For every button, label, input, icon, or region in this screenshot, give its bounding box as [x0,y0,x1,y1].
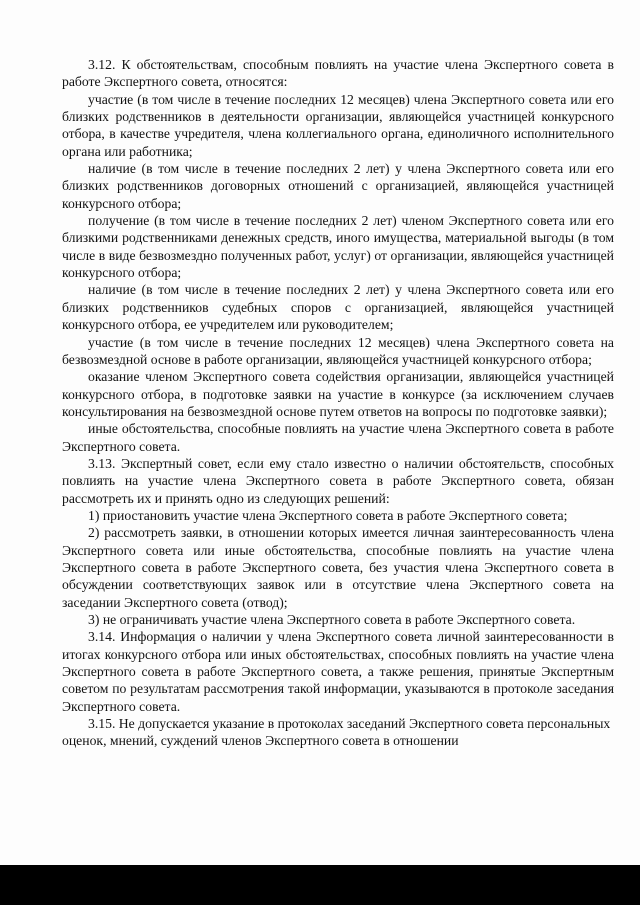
list-item-assistance: оказание членом Экспертного совета содействия организации, являющейся участницей конкурсного отбора, в подготовке заявки на участие в конкурсе (за исключением случаев консультирования на безвозмездной основе путем ответов на вопросы по подготовке заявки); [62,369,614,419]
paragraph-3-12: 3.12. К обстоятельствам, способным повлиять на участие члена Экспертного совета в работе Экспертного совета, относятся: [62,57,614,90]
list-item-funds: получение (в том числе в течение последних 2 лет) членом Экспертного совета или его близкими родственниками денежных средств, иного имущества, материальной выгоды (в том числе в виде безвозмездно полученных работ, услуг) от организации, являющейся участницей конкурсного отбора; [62,213,614,281]
list-item-contracts: наличие (в том числе в течение последних 2 лет) у члена Экспертного совета или его близких родственников договорных отношений с организацией, являющейся участницей конкурсного отбора; [62,161,614,211]
decision-1: 1) приостановить участие члена Экспертного совета в работе Экспертного совета; [88,507,568,523]
list-item-other: иные обстоятельства, способные повлиять на участие члена Экспертного совета в работе Экспертного совета. [62,421,614,454]
paragraph-3-14: 3.14. Информация о наличии у члена Экспертного совета личной заинтересованности в итогах конкурсного отбора или иных обстоятельствах, способных повлиять на участие члена Экспертного совета в работе Экспертного совета, а также решения, принятые Экспертным советом по результатам рассмотрения такой информации, указываются в протоколе заседания Экспертного совета. [62,629,614,714]
paragraph-3-13: 3.13. Экспертный совет, если ему стало известно о наличии обстоятельств, способных повлиять на участие члена Экспертного совета в работе Экспертного совета, обязан рассмотреть их и принять одно из следующих решений: [62,455,614,506]
list-item-lawsuits: наличие (в том числе в течение последних 2 лет) у члена Экспертного совета или его близких родственников судебных споров с организацией, являющейся участницей конкурсного отбора, ее учредителем или руководителем; [62,282,614,333]
decision-2: 2) рассмотреть заявки, в отношении которых имеется личная заинтересованность члена Экспертного совета или иные обстоятельства, способные повлиять на участие члена Экспертного совета в работе Экспертного совета, без участия члена Экспертного совета в обсуждении соответствующих заявок или в отсутствие члена Экспертного совета на заседании Экспертного совета (отвод); [62,525,614,610]
decision-3: 3) не ограничивать участие члена Экспертного совета в работе Экспертного совета. [88,612,576,627]
document-body [62,56,614,750]
list-item-free-work: участие (в том числе в течение последних 12 месяцев) члена Экспертного совета на безвозмездной основе в работе организации, являющейся участницей конкурсного отбора; [62,334,614,367]
scan-bottom-border [0,865,640,905]
paragraph-3-15: 3.15. Не допускается указание в протоколах заседаний Экспертного совета персональных оценок, мнений, суждений членов Экспертного совета в отношении [62,716,611,749]
list-item-participation: участие (в том числе в течение последних 12 месяцев) члена Экспертного совета или его близких родственников в деятельности организации, являющейся участницей конкурсного отбора, в качестве учредителя, члена коллегиального органа, единоличного исполнительного органа или работника; [62,91,614,159]
